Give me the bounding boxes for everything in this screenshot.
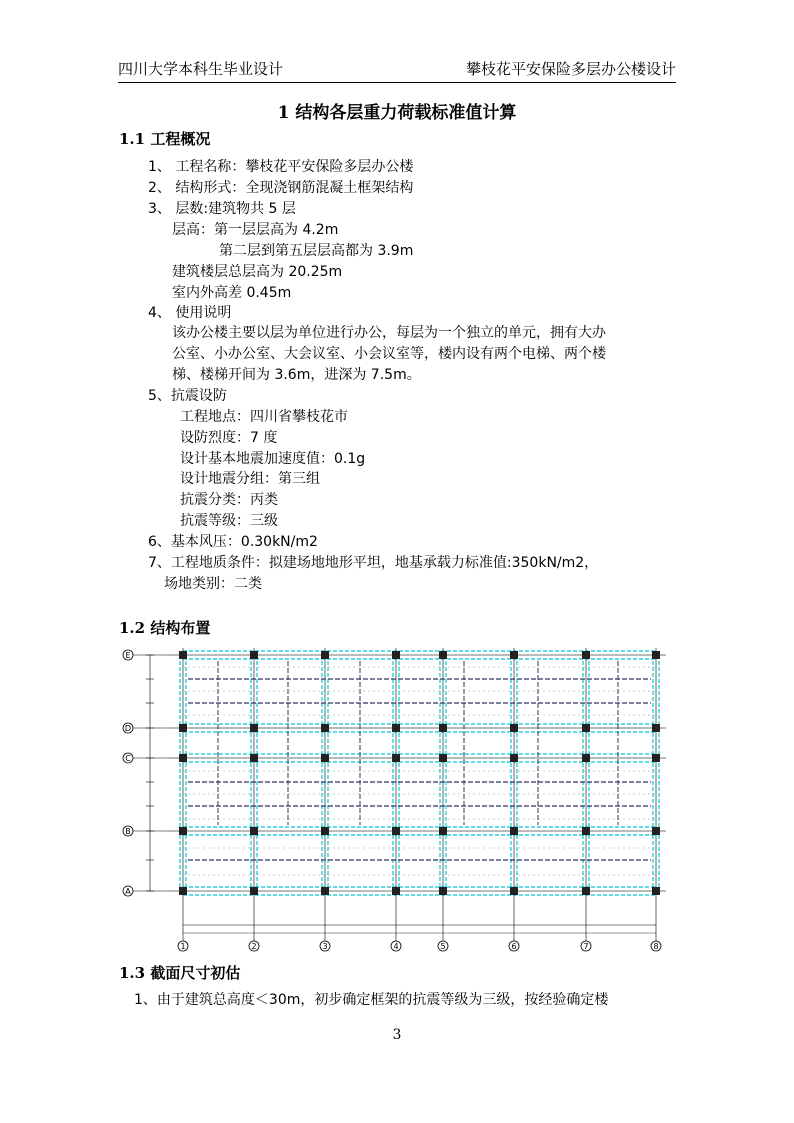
axis-label: 1 [180, 942, 186, 951]
column-square [652, 887, 660, 895]
text-line: 1、 工程名称：攀枝花平安保险多层办公楼 [148, 159, 414, 175]
axis-label: 8 [653, 942, 659, 951]
column-square [250, 754, 258, 762]
axis-label: 4 [393, 942, 399, 951]
text-line: 设防烈度：7 度 [180, 430, 278, 446]
text-line: 公室、小办公室、大会议室、小会议室等，楼内设有两个电梯、两个楼 [172, 346, 606, 362]
axis-label: 5 [440, 942, 446, 951]
column-square [582, 651, 590, 659]
axis-label: A [125, 887, 131, 896]
page-header [118, 56, 676, 83]
chapter-title: 1 结构各层重力荷载标准值计算 [277, 103, 517, 123]
section-1-3-heading: 1.3 截面尺寸初估 [119, 964, 241, 982]
column-square [179, 754, 187, 762]
column-square [250, 887, 258, 895]
text-line: 设计地震分组：第三组 [180, 471, 320, 487]
column-square [439, 724, 447, 732]
axis-label: C [125, 754, 131, 763]
column-square [179, 724, 187, 732]
text-line: 2、 结构形式：全现浇钢筋混凝土框架结构 [148, 180, 414, 196]
text-line: 层高：第一层层高为 4.2m [172, 222, 339, 238]
column-square [510, 724, 518, 732]
column-square [392, 827, 400, 835]
axis-label: B [125, 827, 131, 836]
axis-label: 3 [322, 942, 328, 951]
text-line: 3、 层数:建筑物共 5 层 [148, 201, 296, 217]
text-line: 该办公楼主要以层为单位进行办公，每层为一个独立的单元，拥有大办 [172, 325, 606, 341]
column-square [582, 754, 590, 762]
structural-plan-drawing [118, 643, 678, 955]
header-right: 攀枝花平安保险多层办公楼设计 [465, 60, 676, 78]
axis-label: 2 [251, 942, 257, 951]
column-square [250, 827, 258, 835]
axis-label: 6 [511, 942, 517, 951]
text-line: 梯、楼梯开间为 3.6m，进深为 7.5m。 [172, 367, 421, 383]
text-line: 室内外高差 0.45m [172, 285, 292, 301]
column-square [392, 887, 400, 895]
column-square [321, 754, 329, 762]
text-line: 第二层到第五层层高都为 3.9m [219, 243, 414, 259]
column-square [179, 827, 187, 835]
column-square [321, 651, 329, 659]
column-square [179, 651, 187, 659]
column-square [321, 724, 329, 732]
column-square [510, 827, 518, 835]
column-square [582, 827, 590, 835]
text-line: 工程地点：四川省攀枝花市 [180, 409, 348, 425]
column-square [510, 754, 518, 762]
column-square [250, 724, 258, 732]
column-square [652, 754, 660, 762]
column-square [510, 651, 518, 659]
text-line: 6、基本风压：0.30kN/m2 [148, 534, 318, 550]
column-square [439, 887, 447, 895]
header-left: 四川大学本科生毕业设计 [118, 60, 284, 78]
text-line: 抗震分类：丙类 [180, 492, 278, 508]
column-square [439, 754, 447, 762]
column-square [439, 651, 447, 659]
text-line: 场地类别：二类 [164, 576, 262, 592]
text-line: 建筑楼层总层高为 20.25m [172, 264, 343, 280]
column-square [250, 651, 258, 659]
column-square [392, 754, 400, 762]
column-square [652, 724, 660, 732]
section-1-1-heading: 1.1 工程概况 [119, 130, 211, 148]
column-square [439, 827, 447, 835]
column-square [179, 887, 187, 895]
section-1-2-heading: 1.2 结构布置 [119, 619, 211, 637]
column-square [652, 827, 660, 835]
text-line: 1、由于建筑总高度＜30m，初步确定框架的抗震等级为三级，按经验确定楼 [134, 992, 609, 1008]
text-line: 设计基本地震加速度值：0.1g [180, 451, 366, 467]
axis-label: D [124, 724, 132, 733]
column-square [582, 887, 590, 895]
text-line: 4、 使用说明 [148, 305, 232, 321]
page-number: 3 [392, 1027, 402, 1043]
axis-label: E [125, 651, 131, 660]
text-line: 7、工程地质条件：拟建场地地形平坦，地基承载力标准值:350kN/m2， [148, 555, 599, 571]
text-line: 5、抗震设防 [148, 388, 227, 404]
column-square [392, 724, 400, 732]
column-square [582, 724, 590, 732]
column-square [321, 887, 329, 895]
column-square [321, 827, 329, 835]
column-square [392, 651, 400, 659]
text-line: 抗震等级：三级 [180, 513, 278, 529]
column-square [652, 651, 660, 659]
axis-label: 7 [583, 942, 589, 951]
column-square [510, 887, 518, 895]
